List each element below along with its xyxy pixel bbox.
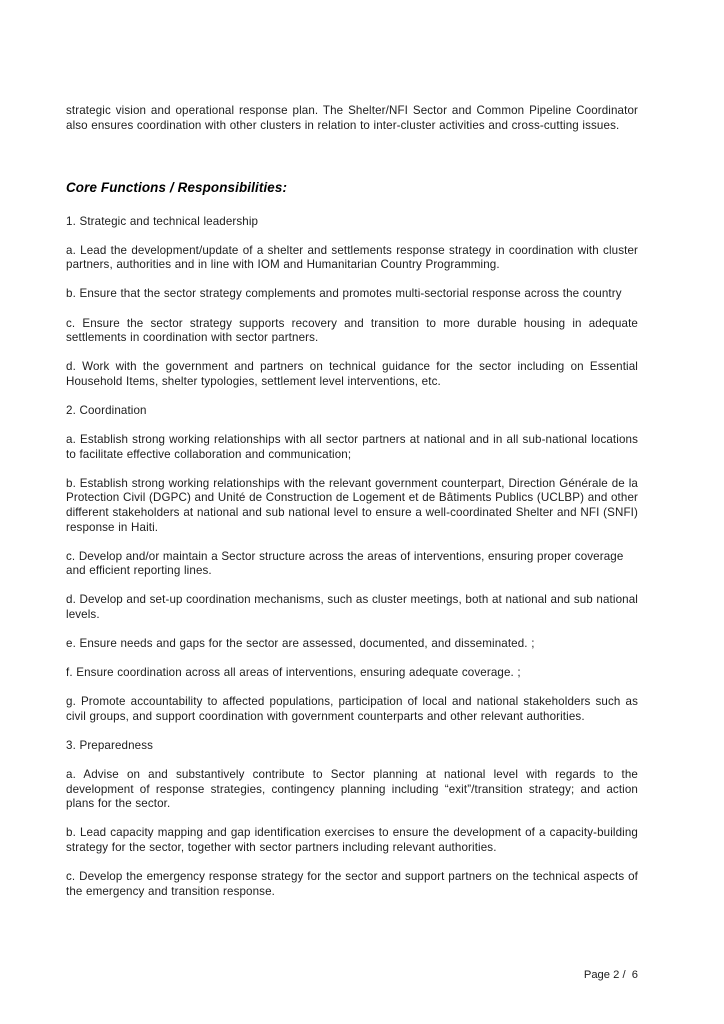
- item-3c: c. Develop the emergency response strategy for the sector and support partners on the technical aspects of the emergency and transition response.: [66, 869, 638, 898]
- item-2a: a. Establish strong working relationships with all sector partners at national and in all sub-national locations to facilitate effective collaboration and communication;: [66, 433, 638, 461]
- item-3a: a. Advise on and substantively contribute to Sector planning at national level with regards to the development of response strategies, contingency planning including “exit”/transition strategy; and action plans for the sector.: [66, 767, 638, 811]
- core-functions-heading: Core Functions / Responsibilities:: [66, 179, 288, 195]
- item-3b: b. Lead capacity mapping and gap identification exercises to ensure the development of a capacity-building strategy for the sector, together with sector partners including relevant authorities.: [66, 826, 638, 854]
- section-1-title: 1. Strategic and technical leadership: [66, 214, 259, 228]
- item-1d: d. Work with the government and partners on technical guidance for the sector including on Essential Household Items, shelter typologies, settlement level interventions, etc.: [66, 360, 638, 388]
- item-2g: g. Promote accountability to affected populations, participation of local and national stakeholders such as civil groups, and support coordination with government counterparts and other relevant authorities.: [66, 695, 638, 723]
- item-1c: c. Ensure the sector strategy supports recovery and transition to more durable housing in adequate settlements in coordination with sector partners.: [66, 316, 638, 345]
- item-2f: f. Ensure coordination across all areas of interventions, ensuring adequate coverage. ;: [66, 666, 521, 680]
- document-body: [66, 104, 638, 914]
- heading-spacer: [66, 148, 638, 161]
- item-2e: e. Ensure needs and gaps for the sector are assessed, documented, and disseminated. ;: [66, 636, 535, 650]
- item-2d: d. Develop and set-up coordination mechanisms, such as cluster meetings, both at national and sub national levels.: [66, 593, 638, 621]
- section-2-title: 2. Coordination: [66, 403, 147, 417]
- item-1b: b. Ensure that the sector strategy complements and promotes multi-sectorial response across the country: [66, 287, 622, 301]
- intro-paragraph: strategic vision and operational response plan. The Shelter/NFI Sector and Common Pipeline Coordinator also ensures coordination with other clusters in relation to inter-cluster activities and cross-cutting issues.: [66, 104, 638, 132]
- section-3-title: 3. Preparedness: [66, 738, 154, 752]
- item-1a: a. Lead the development/update of a shelter and settlements response strategy in coordination with cluster partners, authorities and in line with IOM and Humanitarian Country Programming.: [66, 243, 638, 272]
- page-footer: Page 2 / 6: [583, 969, 638, 981]
- item-2b: b. Establish strong working relationships with the relevant government counterpart, Direction Générale de la Protection Civil (DGPC) and Unité de Construction de Logement et de Bâtiments Publics (UCLBP) and other different stakeholders at national and sub national level to ensure a well-coordinated Shelter and NFI (SNFI) response in Haiti.: [66, 476, 638, 534]
- item-2c: c. Develop and/or maintain a Sector structure across the areas of interventions, ensuring proper coverage and efficient reporting lines.: [66, 549, 624, 578]
